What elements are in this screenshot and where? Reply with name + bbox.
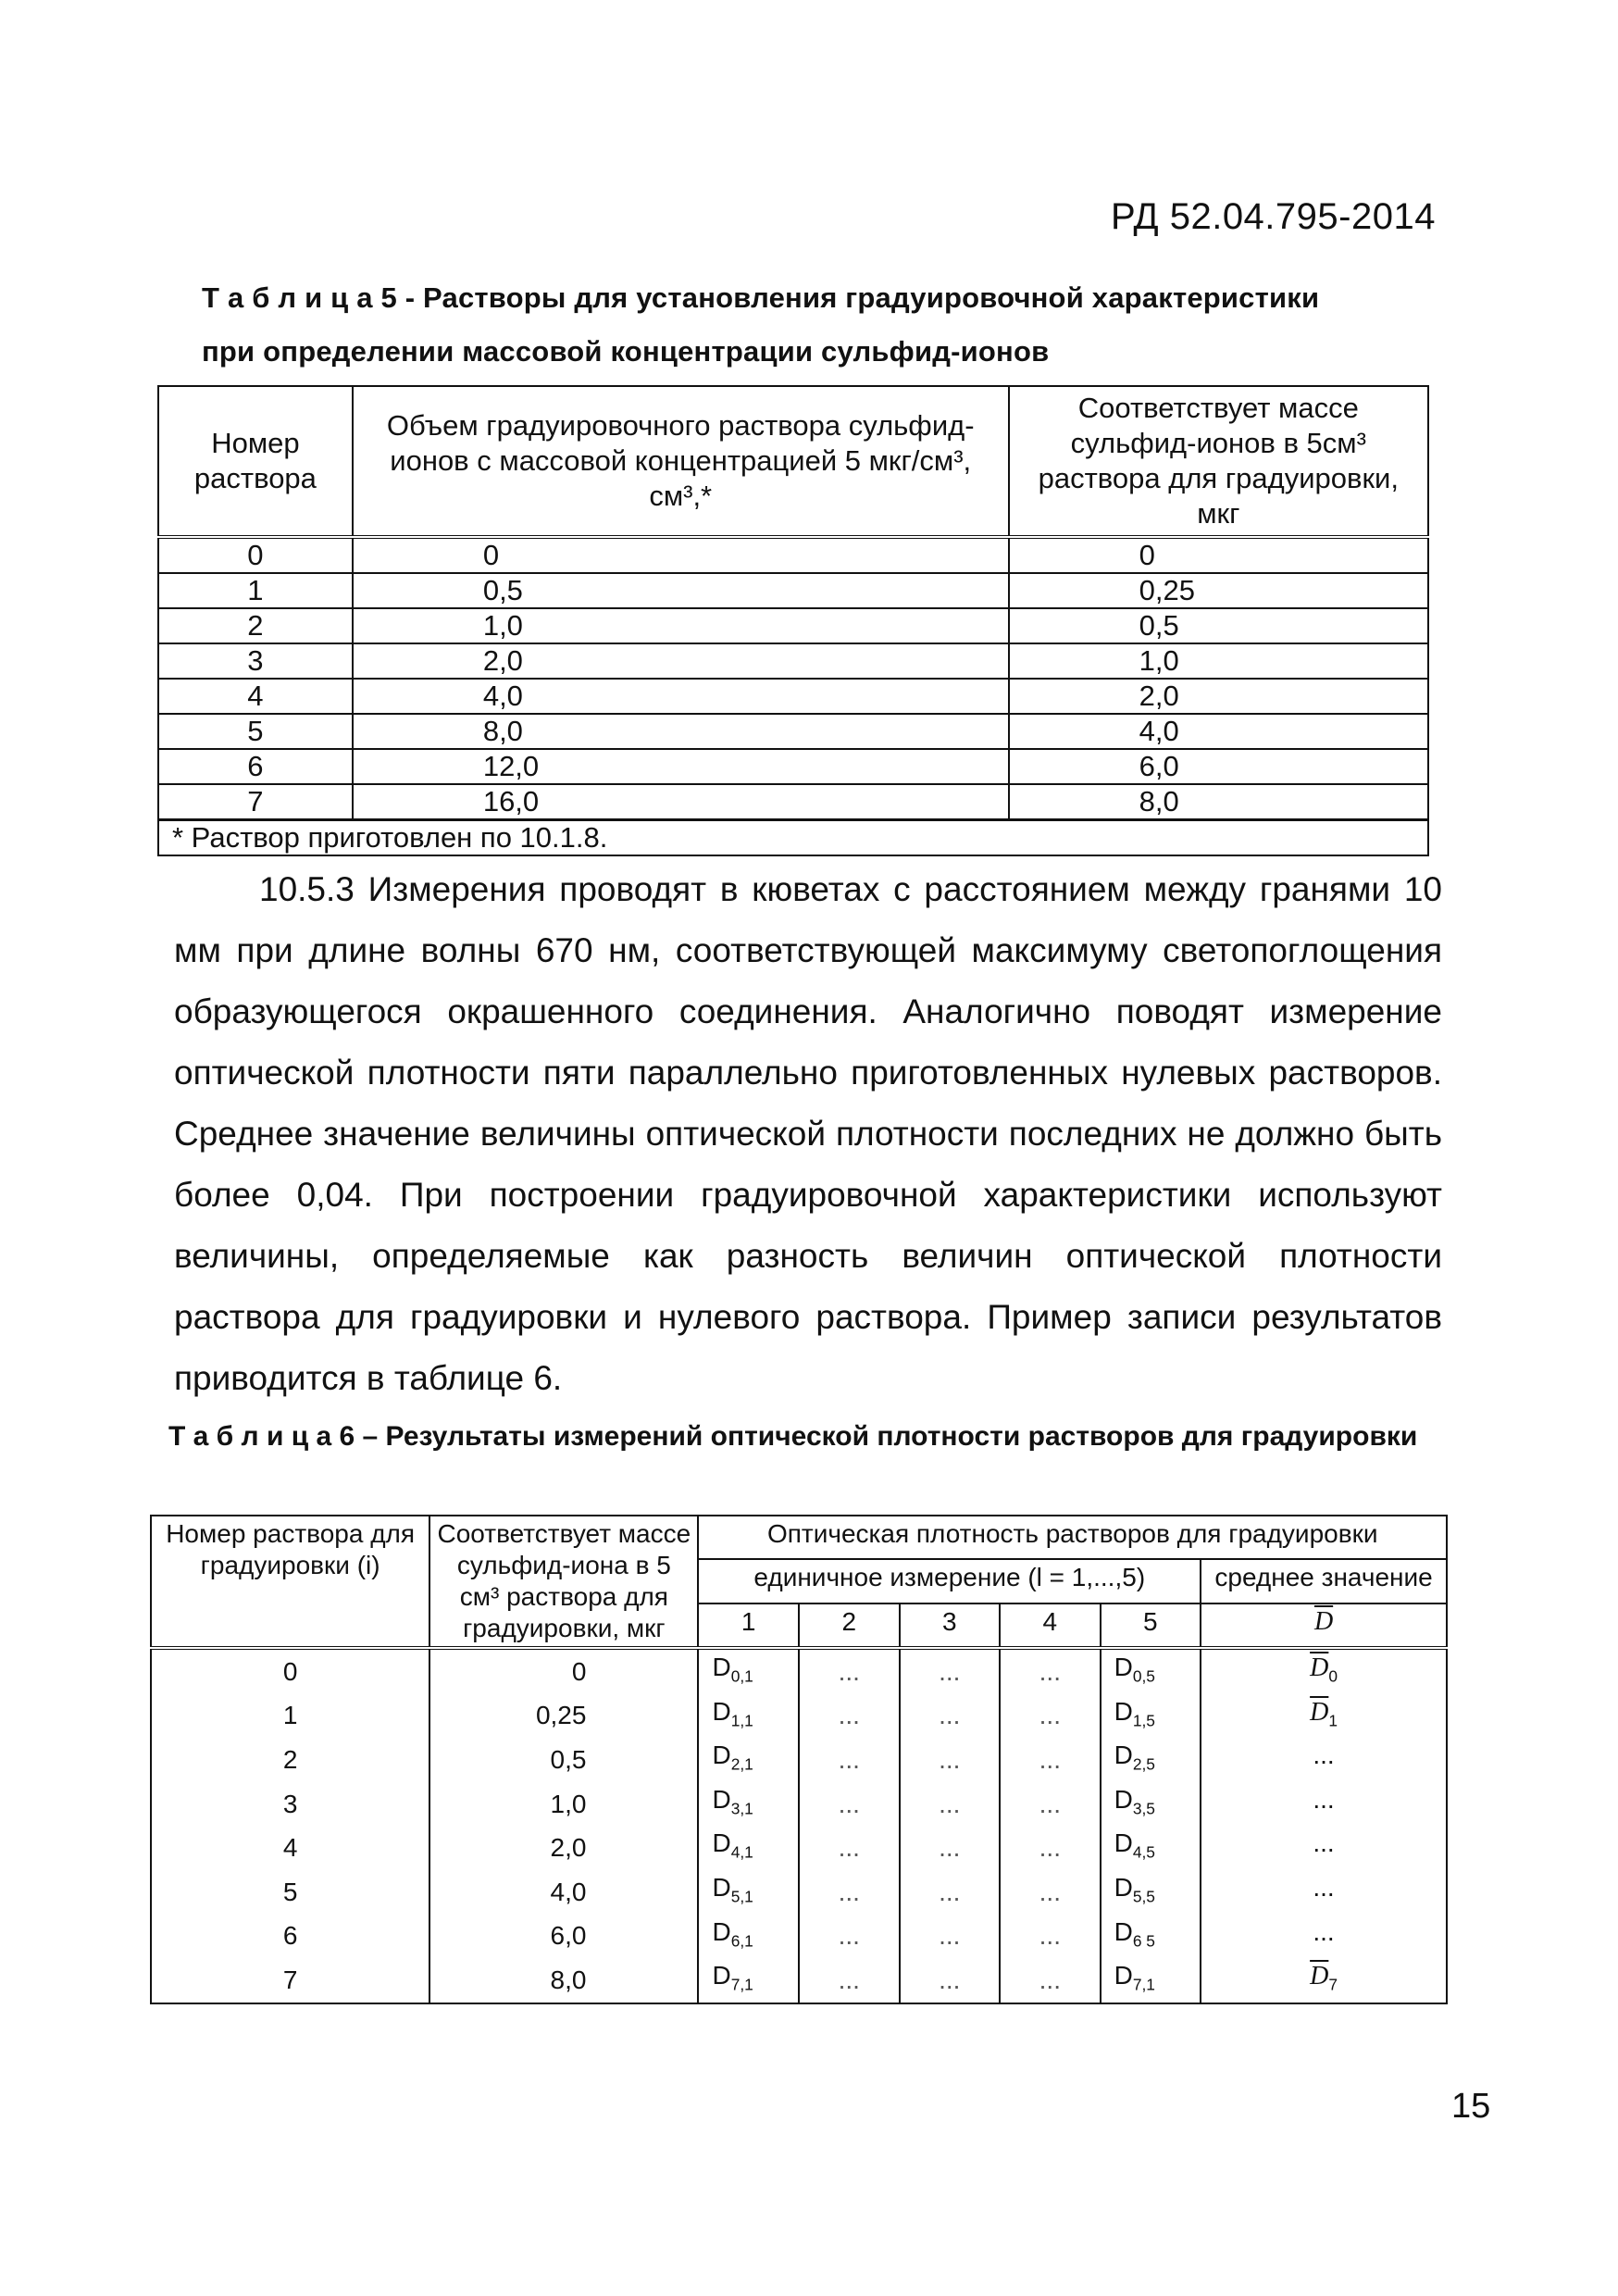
d-symbol: D [1114,1653,1133,1681]
table6-cell-number: 7 [151,1958,429,2003]
mean-symbol: ... [1313,1916,1335,1946]
table6-cell-d-first [698,1694,799,1739]
table6-cell-ellipsis: ... [900,1826,1001,1870]
table6-cell-ellipsis: ... [799,1648,900,1694]
mean-subscript: 1 [1328,1711,1338,1730]
table6-cell-d-last [1101,1826,1201,1870]
table6-cell-ellipsis: ... [900,1648,1001,1694]
mean-symbol: ... [1313,1784,1335,1814]
table6-cell-ellipsis: ... [799,1870,900,1915]
d-symbol: D [1114,1784,1133,1814]
table5-caption-line1: Т а б л и ц а 5 - Растворы для установления градуировочной характеристики [202,281,1320,314]
mean-symbol: $\overline{D}$ [1310,1962,1329,1991]
d-subscript: 6,1 [730,1931,753,1951]
mean-subscript: 0 [1328,1666,1338,1686]
table5-caption-line2: при определении массовой концентрации сульфид-ионов [202,335,1050,368]
table6-row [151,1915,1447,1959]
table5-cell-volume: 16,0 [353,784,1009,820]
table6-row [151,1694,1447,1739]
table6-cell-mass: 8,0 [429,1958,698,2003]
table6-cell-number: 5 [151,1870,429,1915]
d-symbol: D [712,1741,731,1770]
table6-cell-mean [1201,1694,1447,1739]
table6-cell-number: 0 [151,1648,429,1694]
table6-cell-mean [1201,1826,1447,1870]
table6-cell-ellipsis: ... [900,1915,1001,1959]
d-subscript: 6 5 [1132,1931,1155,1951]
table6 [150,1515,1448,2004]
table6-cell-ellipsis: ... [900,1870,1001,1915]
d-subscript: 0,1 [730,1666,753,1686]
table6-cell-d-first [698,1870,799,1915]
table6-cell-d-first [698,1915,799,1959]
table6-row [151,1782,1447,1827]
table5-cell-mass: 6,0 [1009,749,1428,784]
d-subscript: 7,1 [730,1975,753,1994]
table6-row [151,1826,1447,1870]
mean-symbol: ... [1313,1872,1335,1902]
table6-cell-number: 2 [151,1738,429,1782]
table5-cell-number: 7 [158,784,353,820]
table6-cell-ellipsis: ... [799,1915,900,1959]
table6-meas-num: 1 [698,1603,799,1648]
table6-meas-num: 3 [900,1603,1001,1648]
table6-cell-mean [1201,1915,1447,1959]
table6-cell-mass: 0,5 [429,1738,698,1782]
table6-cell-ellipsis: ... [799,1782,900,1827]
table6-cell-number: 6 [151,1915,429,1959]
table6-header-mass: Соответствует массе сульфид-иона в 5 см³ раствора для градуировки, мкг [429,1516,698,1648]
d-subscript: 3,5 [1132,1799,1155,1818]
table5-cell-volume: 8,0 [353,714,1009,749]
d-subscript: 2,1 [730,1754,753,1774]
document-code: РД 52.04.795-2014 [1111,196,1436,237]
d-symbol: D [712,1784,731,1814]
table5-cell-number: 2 [158,608,353,643]
table5-row [158,573,1428,608]
table6-header-optical-density: Оптическая плотность растворов для градуировки [698,1516,1447,1559]
table6-cell-ellipsis: ... [900,1694,1001,1739]
d-subscript: 4,5 [1132,1842,1155,1862]
d-subscript: 3,1 [730,1799,753,1818]
table5-header-mass: Соответствует массе сульфид-ионов в 5см³ раствора для градуировки, мкг [1009,386,1428,537]
table6-header-number: Номер раствора для градуировки (i) [151,1516,429,1648]
table6-cell-ellipsis: ... [1000,1870,1101,1915]
table6-cell-d-last [1101,1648,1201,1694]
mean-subscript: 7 [1328,1975,1338,1994]
table5-cell-volume: 0 [353,537,1009,573]
table5-cell-number: 3 [158,643,353,679]
d-symbol: D [1114,1696,1133,1726]
table6-cell-ellipsis: ... [799,1738,900,1782]
d-subscript: 5,1 [730,1887,753,1906]
d-symbol: D [712,1653,731,1681]
table6-meas-num: 5 [1101,1603,1201,1648]
d-symbol: D [1114,1961,1133,1990]
d-symbol: D [1114,1872,1133,1902]
table6-cell-number: 4 [151,1826,429,1870]
table6-cell-mean [1201,1958,1447,2003]
table6-cell-number: 3 [151,1782,429,1827]
table6-cell-ellipsis: ... [1000,1648,1101,1694]
table6-cell-d-last [1101,1958,1201,2003]
table6-mean-symbol: $\overline{D}$ [1201,1603,1447,1648]
table6-cell-ellipsis: ... [799,1826,900,1870]
table6-cell-ellipsis: ... [1000,1694,1101,1739]
d-subscript: 2,5 [1132,1754,1155,1774]
table5 [157,385,1429,856]
table6-cell-d-first [698,1738,799,1782]
table6-cell-mass: 2,0 [429,1826,698,1870]
table6-cell-mass: 0,25 [429,1694,698,1739]
table6-cell-ellipsis: ... [799,1958,900,2003]
table6-cell-ellipsis: ... [1000,1915,1101,1959]
table6-cell-d-last [1101,1782,1201,1827]
table6-cell-d-first [698,1782,799,1827]
d-symbol: D [1114,1828,1133,1858]
d-symbol: D [712,1872,731,1902]
table5-row [158,714,1428,749]
table6-cell-mass: 0 [429,1648,698,1694]
table6-cell-ellipsis: ... [900,1782,1001,1827]
table5-cell-volume: 2,0 [353,643,1009,679]
d-symbol: D [712,1696,731,1726]
table6-cell-d-last [1101,1738,1201,1782]
d-symbol: D [1114,1741,1133,1770]
table5-cell-volume: 12,0 [353,749,1009,784]
table6-cell-ellipsis: ... [1000,1782,1101,1827]
table6-cell-d-first [698,1826,799,1870]
table5-row [158,679,1428,714]
d-subscript: 1,5 [1132,1711,1155,1730]
table5-footnote: * Раствор приготовлен по 10.1.8. [158,820,1428,856]
table6-cell-ellipsis: ... [900,1958,1001,2003]
table5-cell-number: 0 [158,537,353,573]
table6-cell-ellipsis: ... [799,1694,900,1739]
table5-cell-volume: 1,0 [353,608,1009,643]
d-symbol: D [712,1828,731,1858]
section-10-5-3-paragraph [174,859,1442,1409]
table6-body [151,1648,1447,2003]
table5-cell-number: 6 [158,749,353,784]
table5-cell-mass: 0,5 [1009,608,1428,643]
table6-cell-d-last [1101,1870,1201,1915]
table6-cell-mean [1201,1782,1447,1827]
paragraph-text: 10.5.3 Измерения проводят в кюветах с расстоянием между гранями 10 мм при длине волны 670 нм, соответствующей максимуму светопоглощения образующегося окрашенного соединения. Аналогично поводят измерение оптической плотности пяти параллельно приготовленных нулевых растворов. Среднее значение величины оптической плотности последних не должно быть более 0,04. При построении градуировочной характеристики используют величины, определяемые как разность величин оптической плотности раствора для градуировки и нулевого раствора. Пример записи результатов приводится в таблице 6. [174,870,1442,1397]
table6-row [151,1870,1447,1915]
table5-cell-volume: 4,0 [353,679,1009,714]
table5-cell-mass: 8,0 [1009,784,1428,820]
mean-symbol: $\overline{D}$ [1310,1653,1329,1682]
mean-symbol: $\overline{D}$ [1310,1697,1329,1727]
d-subscript: 7,1 [1132,1975,1155,1994]
table6-cell-number: 1 [151,1694,429,1739]
page-number: 15 [1451,2087,1491,2126]
table6-cell-mass: 6,0 [429,1915,698,1959]
table5-cell-volume: 0,5 [353,573,1009,608]
table6-cell-d-last [1101,1915,1201,1959]
table5-cell-number: 4 [158,679,353,714]
table6-row [151,1648,1447,1694]
table6-cell-mean [1201,1870,1447,1915]
d-symbol: D [712,1961,731,1990]
table6-meas-num: 2 [799,1603,900,1648]
table6-header-single-measurement: единичное измерение (l = 1,...,5) [698,1559,1201,1603]
table6-cell-ellipsis: ... [1000,1958,1101,2003]
table6-cell-ellipsis: ... [900,1738,1001,1782]
table6-header-mean: среднее значение [1201,1559,1447,1603]
table5-header-volume: Объем градуировочного раствора сульфид-ионов с массовой концентрацией 5 мкг/см³, см³,* [353,386,1009,537]
table5-body [158,537,1428,820]
d-symbol: D [712,1916,731,1946]
table5-cell-mass: 2,0 [1009,679,1428,714]
table6-cell-mass: 4,0 [429,1870,698,1915]
table5-cell-mass: 0 [1009,537,1428,573]
table5-row [158,643,1428,679]
d-subscript: 5,5 [1132,1887,1155,1906]
table6-meas-num: 4 [1000,1603,1101,1648]
table5-footnote-row [158,820,1428,856]
table5-cell-mass: 1,0 [1009,643,1428,679]
d-subscript: 1,1 [730,1711,753,1730]
table5-row [158,784,1428,820]
table5-row [158,749,1428,784]
d-symbol: D [1114,1916,1133,1946]
table5-cell-mass: 4,0 [1009,714,1428,749]
d-subscript: 4,1 [730,1842,753,1862]
table6-row [151,1738,1447,1782]
table5-row [158,537,1428,573]
mean-symbol: ... [1313,1741,1335,1770]
table6-cell-d-last [1101,1694,1201,1739]
table6-header-row1 [151,1516,1447,1559]
table6-row [151,1958,1447,2003]
mean-symbol: ... [1313,1828,1335,1858]
table5-cell-number: 1 [158,573,353,608]
table5-header-number: Номер раствора [158,386,353,537]
table6-cell-ellipsis: ... [1000,1826,1101,1870]
table6-cell-mean [1201,1648,1447,1694]
table6-cell-mean [1201,1738,1447,1782]
table5-cell-number: 5 [158,714,353,749]
table6-cell-mass: 1,0 [429,1782,698,1827]
table6-caption: Т а б л и ц а 6 – Результаты измерений оптической плотности растворов для градуировки [168,1421,1418,1452]
table5-row [158,608,1428,643]
table6-cell-ellipsis: ... [1000,1738,1101,1782]
table6-cell-d-first [698,1648,799,1694]
table6-cell-d-first [698,1958,799,2003]
table5-header-row [158,386,1428,537]
table5-cell-mass: 0,25 [1009,573,1428,608]
d-subscript: 0,5 [1132,1666,1155,1686]
